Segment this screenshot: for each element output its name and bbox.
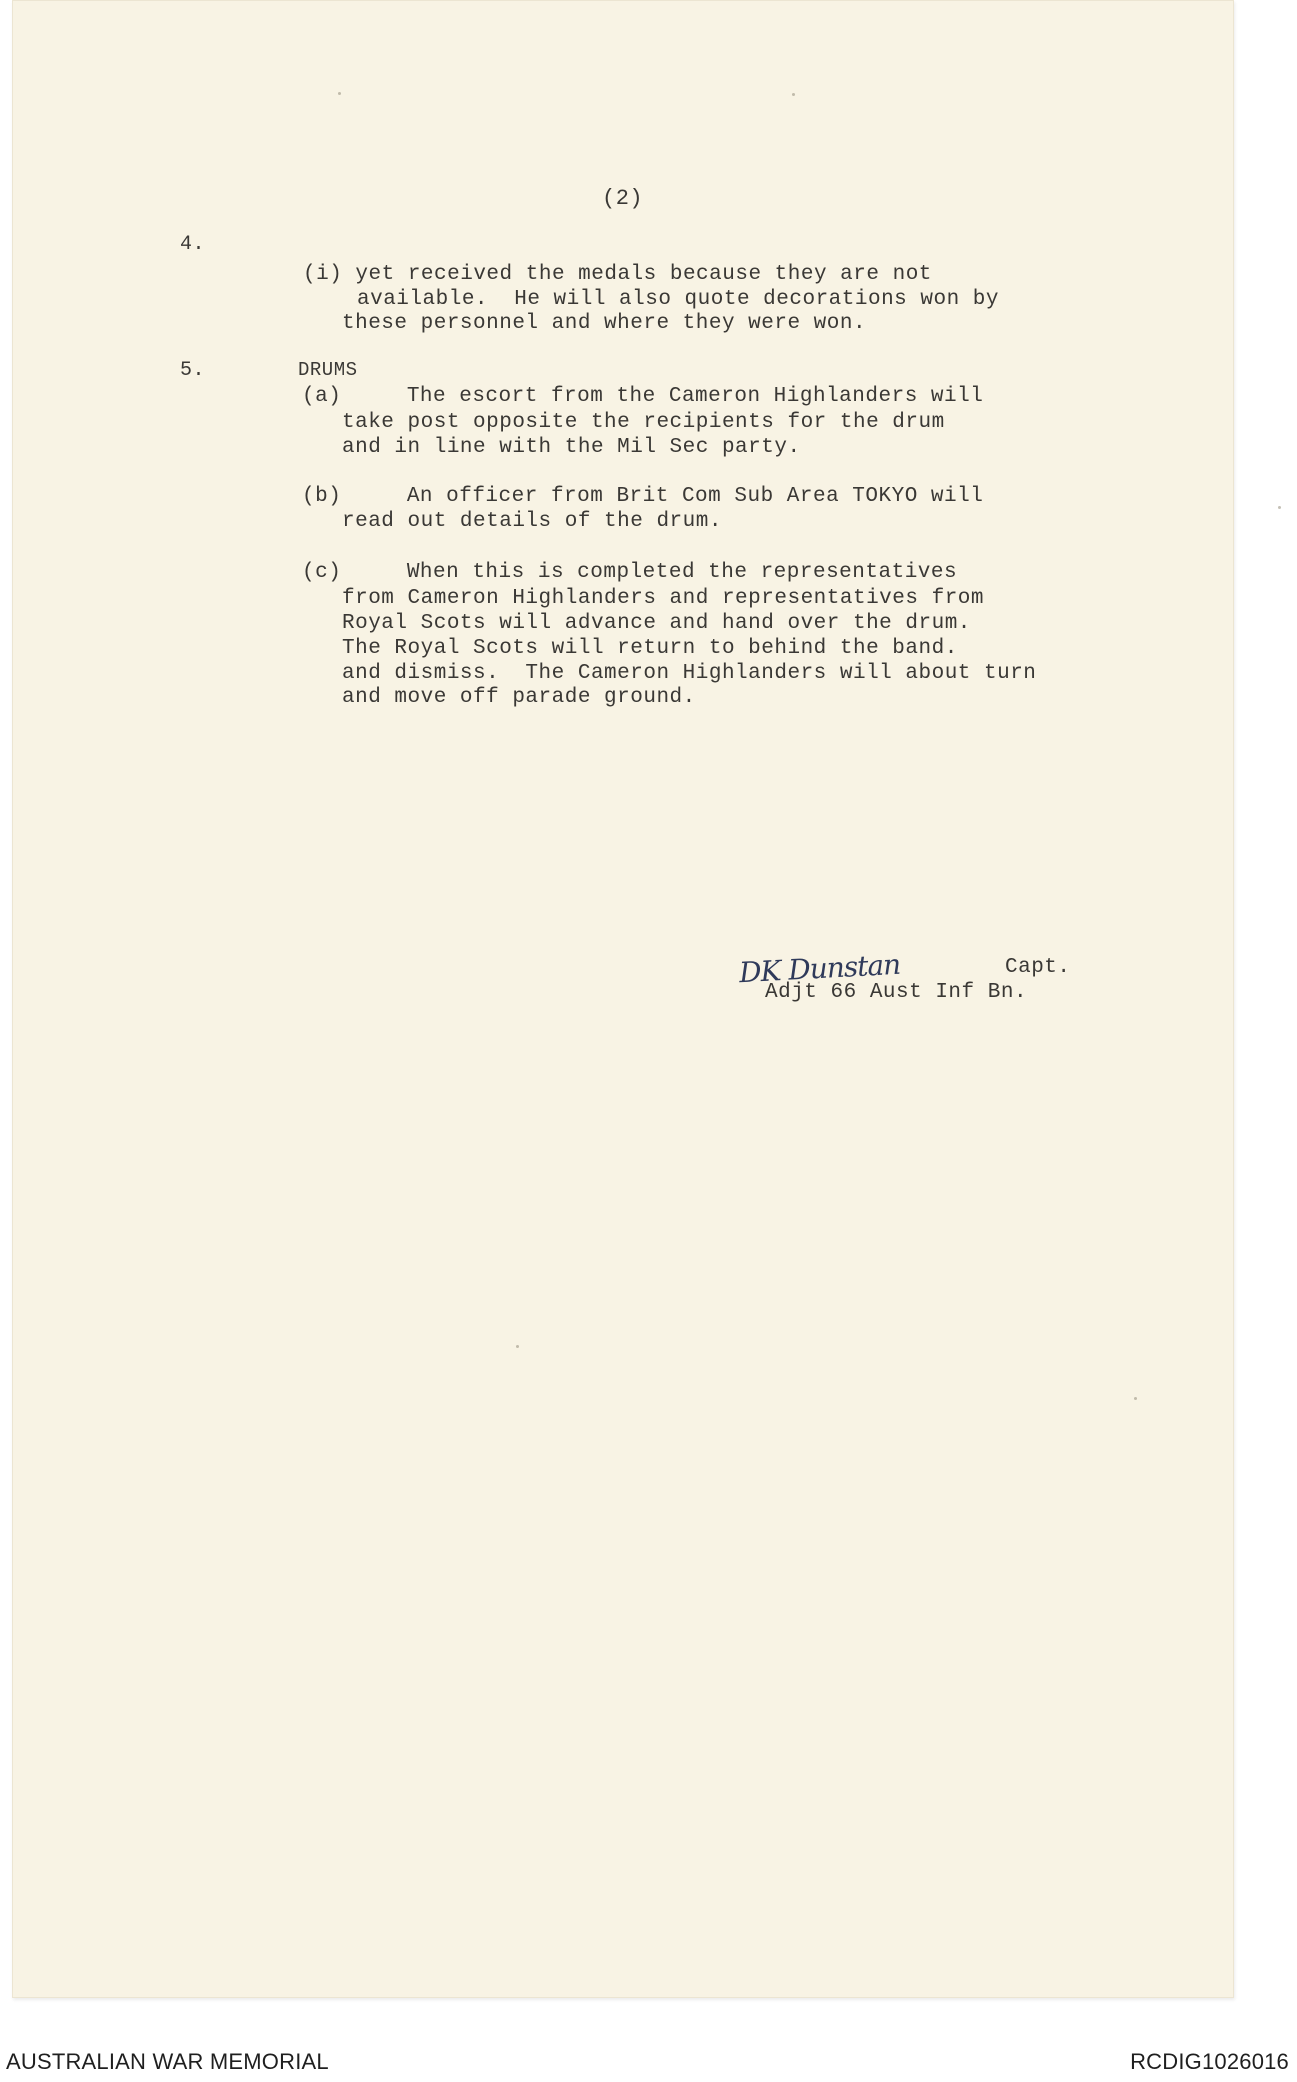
section-4-number: 4. <box>180 233 206 256</box>
section-5-number: 5. <box>180 359 206 382</box>
footer-institution: AUSTRALIAN WAR MEMORIAL <box>6 2049 329 2074</box>
section-5-heading: DRUMS <box>298 359 358 381</box>
paragraph-a-line: (a) The escort from the Cameron Highlanders will <box>302 385 984 408</box>
paper-speck <box>516 1345 519 1348</box>
paragraph-b-line: read out details of the drum. <box>342 510 722 533</box>
paragraph-c-line: Royal Scots will advance and hand over the drum. <box>342 612 971 635</box>
signature-rank: Capt. <box>1005 956 1071 979</box>
paragraph-c-line: The Royal Scots will return to behind the band. <box>342 637 958 660</box>
paragraph-b-line: (b) An officer from Brit Com Sub Area TOKYO will <box>302 485 984 508</box>
paragraph-c-line: and dismiss. The Cameron Highlanders will about turn <box>342 662 1037 685</box>
paragraph-c-line: (c) When this is completed the representatives <box>302 561 958 584</box>
paragraph-a-line: take post opposite the recipients for the drum <box>342 411 945 434</box>
footer-record-id: RCDIG1026016 <box>1130 2049 1289 2074</box>
paper-speck <box>1278 506 1281 509</box>
section-4-line: these personnel and where they were won. <box>342 312 867 335</box>
paragraph-a-line: and in line with the Mil Sec party. <box>342 436 801 459</box>
signature-unit: Adjt 66 Aust Inf Bn. <box>765 981 1028 1004</box>
section-4-line: available. He will also quote decorations won by <box>357 288 1000 311</box>
paper-speck <box>792 93 795 96</box>
page-number: (2) <box>602 186 644 211</box>
section-4-line: (i) yet received the medals because they are not <box>303 263 932 286</box>
signature-handwritten: DK Dunstan <box>738 947 901 990</box>
paragraph-c-line: from Cameron Highlanders and representatives from <box>342 587 985 610</box>
paragraph-c-line: and move off parade ground. <box>342 686 696 709</box>
paper-speck <box>1134 1397 1137 1400</box>
paper-speck <box>338 92 341 95</box>
